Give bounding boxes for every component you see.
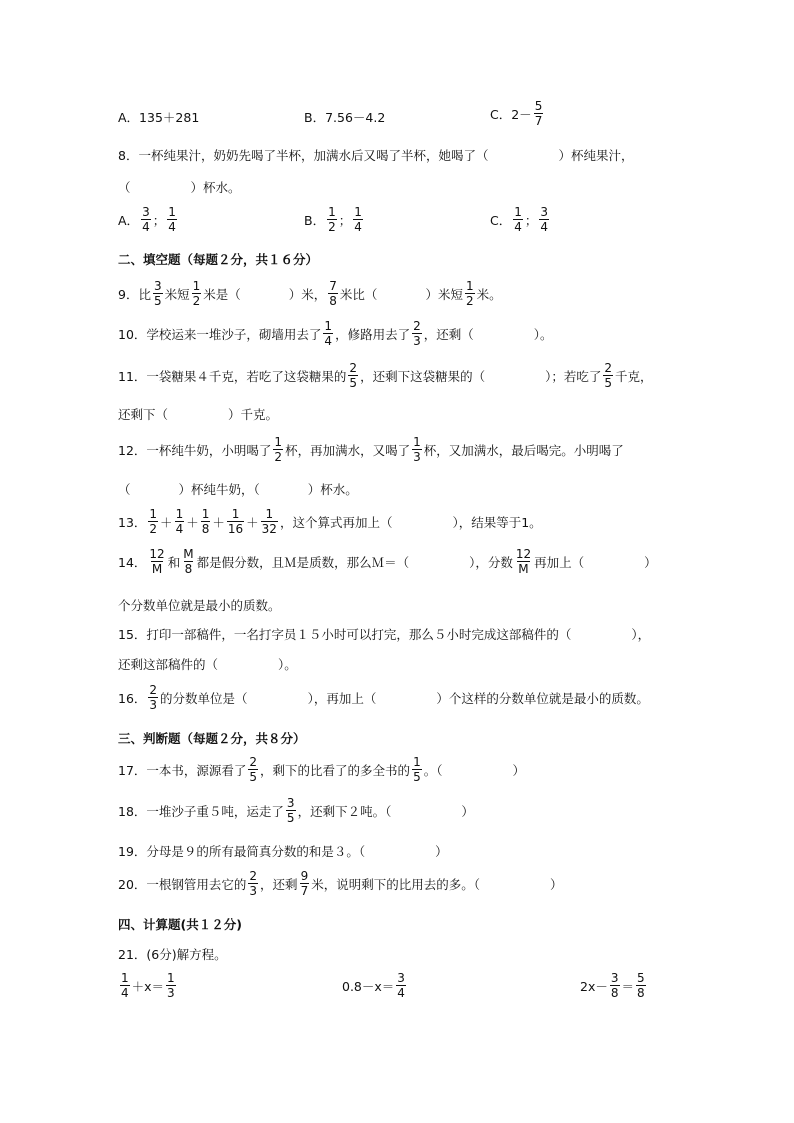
fraction: $\frac{3}{8}$	[610, 971, 619, 1000]
question-9: 9．比 $\frac{3}{5}$ 米短 $\frac{1}{2}$ 米是（ ）米， $\frac{7}{8}$ 米比（ ）米短 $\frac{1}{2}$ 米。	[118, 279, 502, 308]
fraction: $\frac{1}{3}$	[413, 435, 421, 464]
fraction: $\frac{M}{8}$	[183, 547, 194, 576]
fraction: $\frac{1}{2}$	[192, 279, 201, 308]
section-2-heading: 二、填空题（每题２分，共１６分）	[118, 252, 319, 267]
fraction: $\frac{1}{2}$	[274, 435, 283, 464]
fraction: $\frac{1}{2}$	[328, 205, 336, 234]
fraction: $\frac{1}{4}$	[121, 971, 129, 1000]
equation-3: 2x－ $\frac{3}{8}$ ＝ $\frac{5}{8}$	[580, 971, 645, 1000]
equation-2: 0.8－x＝ $\frac{3}{4}$	[342, 971, 405, 1000]
section-4-heading: 四、计算题(共１２分)	[118, 917, 242, 932]
q8-option-a: A． $\frac{3}{4}$ ； $\frac{1}{4}$	[118, 205, 176, 234]
question-14-line2: 个分数单位就是最小的质数。	[118, 598, 281, 613]
fraction: $\frac{7}{8}$	[329, 279, 337, 308]
fraction: $\frac{1}{4}$	[175, 507, 184, 536]
q8-option-c: C． $\frac{1}{4}$ ； $\frac{3}{4}$	[490, 205, 549, 234]
fraction: $\frac{3}{5}$	[153, 279, 162, 308]
fraction: $\frac{1}{8}$	[201, 507, 210, 536]
fraction: $\frac{12}{M}$	[149, 547, 165, 576]
fraction: $\frac{1}{3}$	[167, 971, 175, 1000]
fraction: $\frac{3}{4}$	[142, 205, 150, 234]
question-12-line1: 12．一杯纯牛奶，小明喝了 $\frac{1}{2}$ 杯，再加满水，又喝了 $\frac{1}{3}$ 杯，又加满水，最后喝完。小明喝了	[118, 435, 624, 464]
fraction: $\frac{1}{2}$	[465, 279, 474, 308]
question-20: 20．一根钢管用去它的 $\frac{2}{3}$ ，还剩 $\frac{9}{7}$ 米，说明剩下的比用去的多。（ ）	[118, 869, 563, 898]
fraction: $\frac{3}{5}$	[286, 796, 295, 825]
question-14-line1: 14． $\frac{12}{M}$ 和 $\frac{M}{8}$ 都是假分数，且Ｍ是质数，那么Ｍ＝（ ），分数 $\frac{12}{M}$ 再加上（ ）	[118, 547, 657, 576]
q8-option-b: B． $\frac{1}{2}$ ； $\frac{1}{4}$	[304, 205, 362, 234]
equation-1: $\frac{1}{4}$ ＋x＝ $\frac{1}{3}$	[121, 971, 175, 1000]
section-3-heading: 三、判断题（每题２分，共８分）	[118, 731, 306, 746]
fraction: $\frac{1}{2}$	[149, 507, 158, 536]
question-11-line1: 11．一袋糖果４千克，若吃了这袋糖果的 $\frac{2}{5}$ ，还剩下这袋糖果的（ ）；若吃了 $\frac{2}{5}$ 千克，	[118, 361, 653, 390]
question-13: 13． $\frac{1}{2}$ ＋ $\frac{1}{4}$ ＋ $\frac{1}{8}$ ＋ $\frac{1}{16}$ ＋ $\frac{1}{32}$ ，这个算式再加上（ ），结果等于1。	[118, 507, 542, 536]
question-16: 16． $\frac{2}{3}$ 的分数单位是（ ），再加上（ ）个这样的分数单位就是最小的质数。	[118, 683, 649, 712]
q7-option-c: C． 2－ $\frac{5}{7}$	[490, 99, 543, 128]
q7-option-b: B．7.56－4.2	[304, 110, 386, 125]
fraction: $\frac{2}{3}$	[413, 319, 421, 348]
fraction: $\frac{3}{4}$	[540, 205, 549, 234]
question-8-line2: （ ）杯水。	[118, 180, 241, 195]
question-12-line2: （ ）杯纯牛奶，（ ）杯水。	[118, 482, 358, 497]
question-10: 10．学校运来一堆沙子，砌墙用去了 $\frac{1}{4}$ ，修路用去了 $\frac{2}{3}$ ，还剩（ ）。	[118, 319, 553, 348]
question-8-line1: 8．一杯纯果汁，奶奶先喝了半杯，加满水后又喝了半杯，她喝了（ ）杯纯果汁，	[118, 148, 634, 163]
fraction: $\frac{1}{4}$	[514, 205, 522, 234]
question-11-line2: 还剩下（ ）千克。	[118, 407, 279, 422]
fraction: $\frac{1}{4}$	[324, 319, 333, 348]
fraction: $\frac{1}{5}$	[413, 755, 421, 784]
q7-option-a: A．135＋281	[118, 110, 200, 125]
fraction: $\frac{2}{5}$	[349, 361, 358, 390]
fraction: $\frac{3}{4}$	[397, 971, 405, 1000]
question-15-line1: 15．打印一部稿件，一名打字员１５小时可以打完，那么５小时完成这部稿件的（ ），	[118, 627, 651, 642]
fraction: $\frac{9}{7}$	[300, 869, 309, 898]
fraction: $\frac{1}{16}$	[227, 507, 244, 536]
fraction: $\frac{1}{4}$	[168, 205, 176, 234]
fraction: $\frac{2}{5}$	[604, 361, 612, 390]
fraction: $\frac{1}{32}$	[261, 507, 277, 536]
question-21-title: 21．(6分)解方程。	[118, 947, 227, 962]
fraction: $\frac{1}{4}$	[354, 205, 362, 234]
question-18: 18．一堆沙子重５吨，运走了 $\frac{3}{5}$ ，还剩下２吨。（ ）	[118, 796, 474, 825]
fraction: $\frac{5}{8}$	[637, 971, 645, 1000]
question-15-line2: 还剩这部稿件的（ ）。	[118, 657, 297, 672]
fraction: $\frac{2}{3}$	[149, 683, 158, 712]
question-17: 17．一本书，源源看了 $\frac{2}{5}$ ，剩下的比看了的多全书的 $\frac{1}{5}$ 。（ ）	[118, 755, 525, 784]
fraction: $\frac{5}{7}$	[534, 99, 543, 128]
fraction: $\frac{2}{3}$	[249, 869, 258, 898]
fraction: $\frac{2}{5}$	[249, 755, 258, 784]
question-19: 19．分母是９的所有最简真分数的和是３。（ ）	[118, 844, 448, 859]
fraction: $\frac{12}{M}$	[515, 547, 532, 576]
